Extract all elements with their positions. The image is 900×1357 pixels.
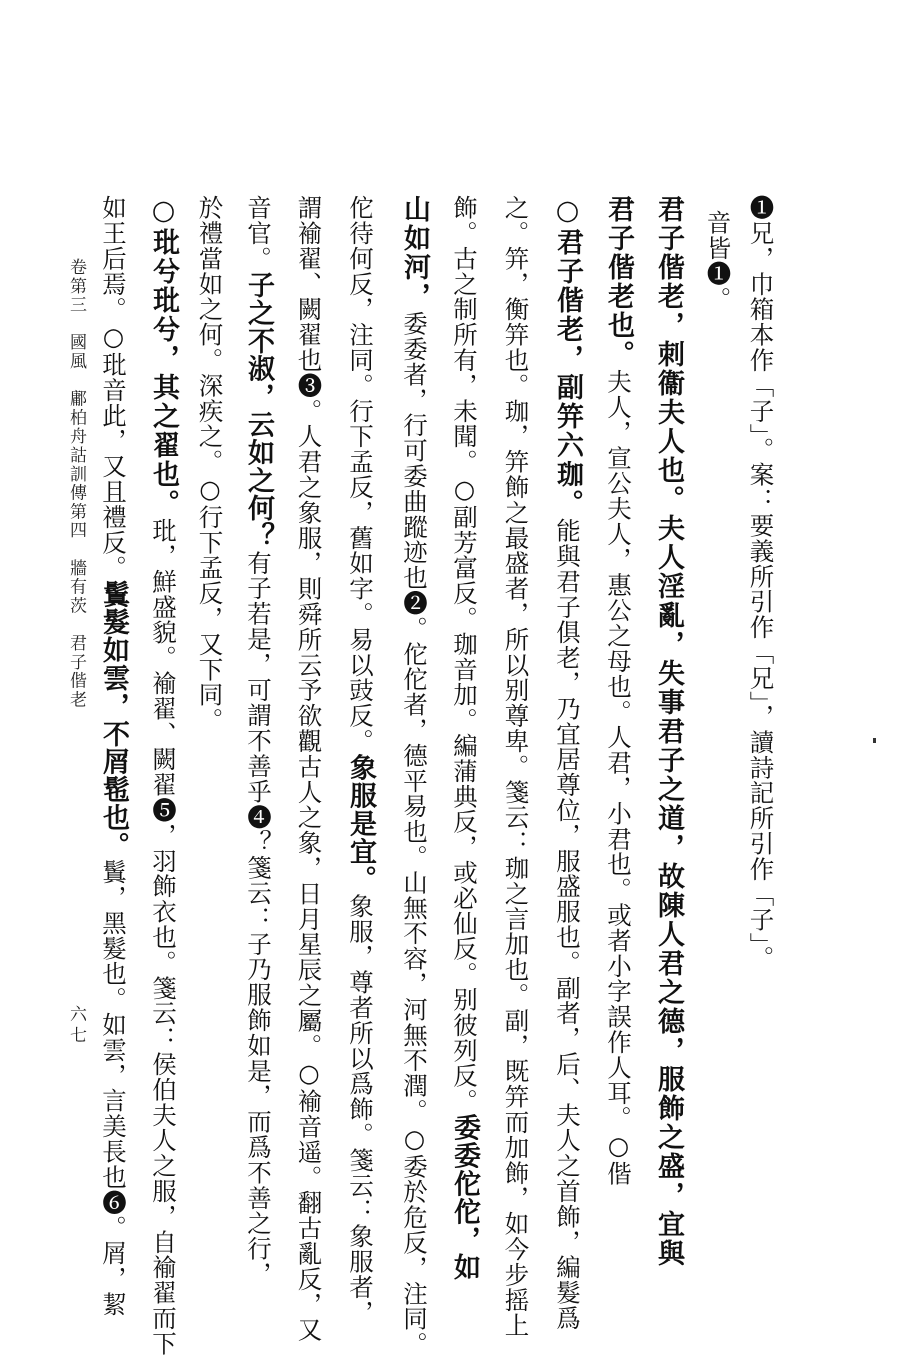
commentary-column: 如王后焉。○玭音此，又且禮反。鬒髮如雲，不屑髢也。鬒，黑髮也。如雲，言美長也❻。屑，絜 [98, 195, 129, 1317]
footnote-line: ❶兄，巾箱本作「子」。案：要義所引作「兄」，讀詩記所引作「子」。 [746, 195, 776, 972]
commentary-column: 之。笄，衡笄也。珈，笄飾之最盛者，所以别尊卑。箋云：珈之言加也。副，既笄而加飾，如今步摇上 [501, 195, 531, 1338]
commentary-column: 音官。子之不淑，云如之何？有子若是，可謂不善乎❹？箋云：子乃服飾如是，而爲不善之行， [243, 195, 274, 1287]
main-text-column: ○君子偕老，副笄六珈。能與君子俱老，乃宜居尊位，服盛服也。副者，后、夫人之首飾，編髮爲 [552, 195, 583, 1331]
commentary-column: 飾。古之制所有，未聞。○副芳富反。珈音加。編蒲典反，或必仙反。别彼列反。委委佗佗，如 [449, 195, 480, 1282]
main-text-column: ○玭兮玭兮，其之翟也。玭，鮮盛貌。褕翟、闕翟❺，羽飾衣也。箋云：侯伯夫人之服，自褕翟而下 [148, 195, 179, 1357]
running-title: 卷第三 國風 鄘柏舟詁訓傳第四 牆有茨 君子偕老 [66, 258, 86, 710]
commentary-column: 佗待何反，注同。行下孟反，舊如字。易以豉反。象服是宜。象服，尊者所以爲飾。箋云：象服者， [345, 195, 376, 1326]
commentary-column: 於禮當如之何。深疾之。○行下孟反，又下同。 [195, 195, 225, 733]
main-text-column: 君子偕老，刺衞夫人也。夫人淫亂，失事君子之道，故陳人君之德，服飾之盛，宜與 [653, 195, 684, 1268]
stray-mark [873, 738, 876, 743]
main-text-column: 君子偕老也。夫人，宣公夫人，惠公之母也。人君，小君也。或者小字誤作人耳。○偕 [603, 195, 634, 1187]
main-text-column: 山如河，委委者，行可委曲蹤迹也❷。佗佗者，德平易也。山無不容，河無不潤。○委於危反，注同。 [399, 195, 430, 1357]
page-number: 六七 [66, 1005, 86, 1047]
text-column: 音皆❶。 [703, 210, 733, 312]
commentary-column: 謂褕翟、闕翟也❸。人君之象服，則舜所云予欲觀古人之象，日月星辰之屬。○褕音遥。翻古亂反，又 [294, 195, 324, 1343]
